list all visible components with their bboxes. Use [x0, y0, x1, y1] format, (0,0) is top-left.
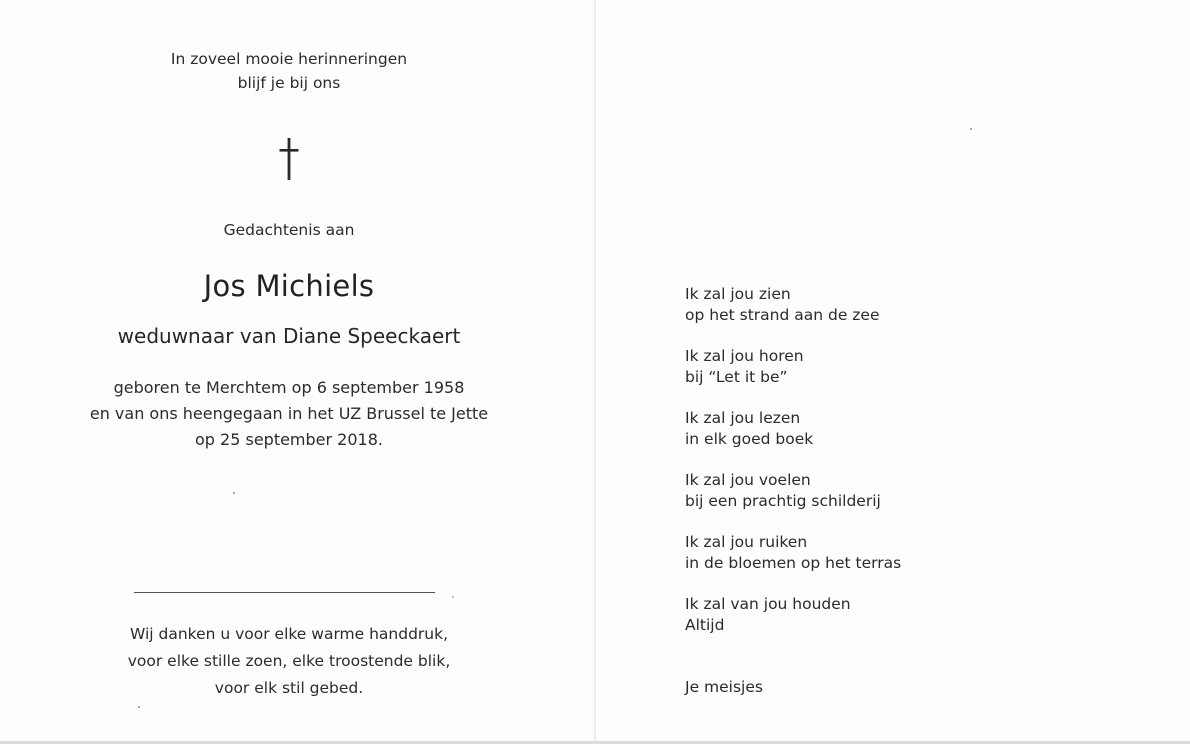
- paper-speck: [138, 706, 140, 708]
- cross-icon: [279, 138, 299, 180]
- thanks-text: [0, 621, 578, 702]
- thanks-line: Wij danken u voor elke warme handdruk,: [129, 625, 449, 643]
- poem-stanza: [685, 346, 901, 388]
- poem-line: in de bloemen op het terras: [685, 554, 902, 572]
- bio-line: geboren te Merchtem op 6 september 1958: [113, 378, 465, 397]
- bio-line: op 25 september 2018.: [195, 430, 383, 449]
- poem-line: bij een prachtig schilderij: [685, 492, 881, 510]
- poem-line: Ik zal jou zien: [685, 285, 791, 303]
- spouse-line: weduwnaar van Diane Speeckaert: [117, 324, 461, 348]
- poem-stanza: [685, 284, 901, 326]
- motto: [0, 47, 578, 95]
- poem-line: Altijd: [685, 616, 725, 634]
- poem-stanza: [685, 594, 901, 636]
- poem-stanza: [685, 408, 901, 450]
- deceased-name: Jos Michiels: [203, 269, 375, 303]
- poem-line: Ik zal van jou houden: [685, 595, 851, 613]
- cross-container: [0, 138, 578, 182]
- poem-line: Ik zal jou voelen: [685, 471, 811, 489]
- poem-line: op het strand aan de zee: [685, 306, 880, 324]
- poem-line: in elk goed boek: [685, 430, 814, 448]
- poem: [685, 284, 901, 656]
- poem-line: Ik zal jou horen: [685, 347, 804, 365]
- intro-text: Gedachtenis aan: [223, 221, 355, 239]
- poem-signoff: Je meisjes: [685, 678, 763, 696]
- right-page: [596, 0, 1190, 744]
- motto-line: blijf je bij ons: [237, 74, 341, 92]
- poem-line: Ik zal jou lezen: [685, 409, 801, 427]
- motto-line: In zoveel mooie herinneringen: [170, 50, 408, 68]
- bio-line: en van ons heengegaan in het UZ Brussel te Jette: [89, 404, 489, 423]
- left-page: [0, 0, 594, 744]
- thanks-line: voor elke stille zoen, elke troostende blik,: [127, 652, 451, 670]
- poem-line: Ik zal jou ruiken: [685, 533, 808, 551]
- poem-stanza: [685, 470, 901, 512]
- bio-text: [0, 375, 578, 453]
- poem-line: bij “Let it be”: [685, 368, 788, 386]
- paper-speck: [233, 492, 235, 494]
- paper-speck: [452, 596, 454, 598]
- thanks-line: voor elk stil gebed.: [214, 679, 364, 697]
- divider-line: [134, 592, 435, 593]
- paper-speck: [970, 128, 972, 130]
- poem-stanza: [685, 532, 901, 574]
